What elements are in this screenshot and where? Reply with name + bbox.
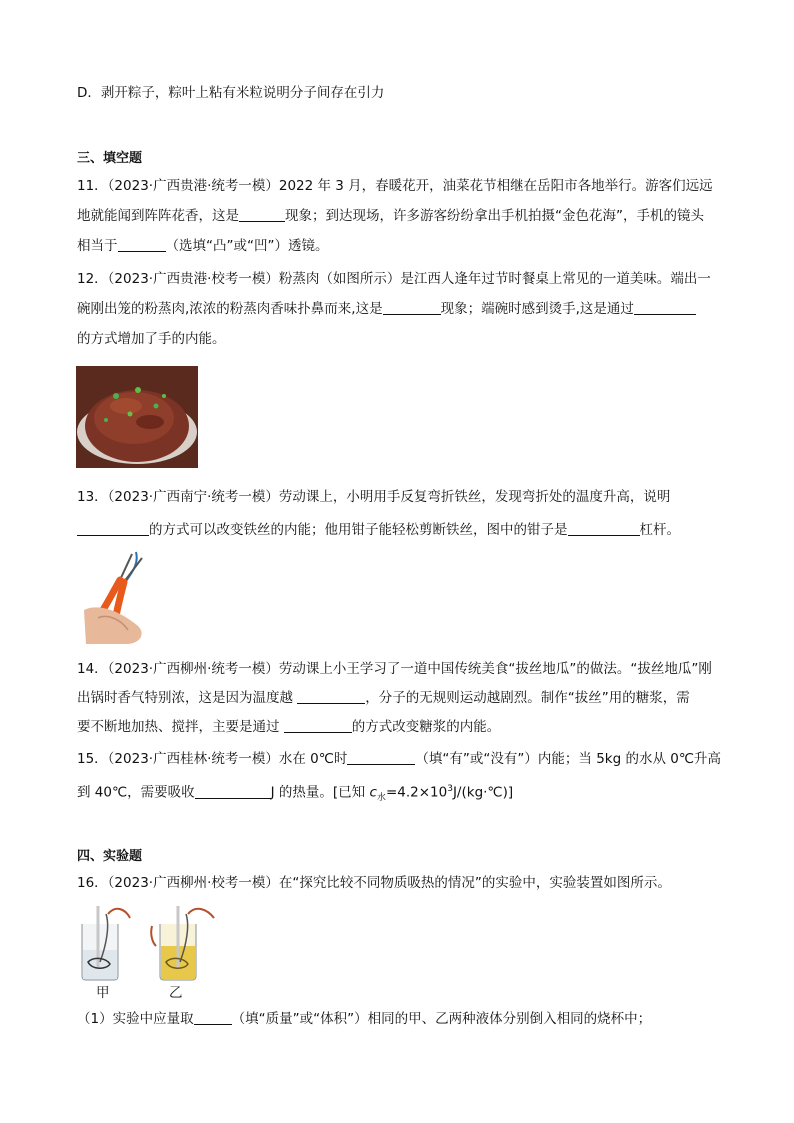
q13-text: 的方式可以改变铁丝的内能；他用钳子能轻松剪断铁丝，图中的钳子是 [149, 522, 568, 538]
q14-text: 出锅时香气特别浓，这是因为温度越 [77, 690, 293, 706]
section-title-fill-in: 三、填空题 [77, 151, 143, 166]
q11-text: （选填“凸”或“凹”）透镜。 [165, 238, 329, 254]
q14-line-1: 14．（2023·广西柳州·统考一模）劳动课上小王学习了一道中国传统美食“拔丝地瓜”的做法。“拔丝地瓜”刚 [77, 661, 712, 677]
q14-line-3 [77, 718, 500, 736]
steamed-pork-image [76, 366, 198, 468]
q16-text: （1）实验中应量取 [77, 1011, 194, 1027]
beaker-label-a: 甲 [96, 985, 110, 1001]
q12-text: 碗刚出笼的粉蒸肉,浓浓的粉蒸肉香味扑鼻而来,这是 [77, 301, 383, 317]
specific-heat-value: =4.2×10 [385, 784, 448, 801]
q14-text: ，分子的无规则运动越剧烈。制作“拔丝”用的糖浆，需 [365, 690, 690, 706]
q12-line-2 [77, 300, 696, 318]
q16-text: （填“质量”或“体积”）相同的甲、乙两种液体分别倒入相同的烧杯中； [231, 1011, 652, 1027]
pliers-image [76, 548, 156, 644]
q11-line-1: 11．（2023·广西贵港·统考一模）2022 年 3 月，春暖花开，油菜花节相继在岳阳市各地举行。游客们远远 [77, 178, 713, 194]
q12-text: 现象；端碗时感到烫手,这是通过 [440, 301, 634, 317]
q15-line-1 [77, 750, 721, 768]
q14-blank-1[interactable] [297, 689, 365, 704]
q15-text: J 的热量。[已知 [270, 784, 366, 801]
q14-text: 要不断地加热、搅拌，主要是通过 [77, 719, 280, 735]
q15-line-2 [77, 780, 513, 807]
specific-heat-symbol: c [369, 784, 377, 801]
q13-line-2 [77, 521, 680, 539]
q13-blank-2[interactable] [568, 521, 640, 536]
q15-blank-2[interactable] [195, 784, 271, 799]
q15-text: （填“有”或“没有”）内能；当 5kg 的水从 0℃升高 [415, 751, 721, 767]
q10-option-d: D．剥开粽子，粽叶上粘有米粒说明分子间存在引力 [77, 85, 385, 101]
q13-blank-1[interactable] [77, 521, 149, 536]
q15-text: 到 40℃，需要吸收 [77, 784, 195, 801]
q16-blank-1[interactable] [194, 1010, 232, 1025]
q11-text: 相当于 [77, 238, 118, 254]
q11-blank-2[interactable] [118, 237, 166, 252]
q16-line-1: 16．（2023·广西柳州·校考一模）在“探究比较不同物质吸热的情况”的实验中，实验装置如图所示。 [77, 875, 671, 891]
q12-line-3: 的方式增加了手的内能。 [77, 331, 226, 347]
q11-text: 现象；到达现场，许多游客纷纷拿出手机拍摄“金色花海”，手机的镜头 [285, 208, 704, 224]
specific-heat-unit: J/(kg·℃)] [452, 784, 514, 801]
q12-line-1: 12．（2023·广西贵港·校考一模）粉蒸肉（如图所示）是江西人逢年过节时餐桌上常见的一道美味。端出一 [77, 271, 711, 287]
q13-line-1: 13．（2023·广西南宁·统考一模）劳动课上，小明用手反复弯折铁丝，发现弯折处的温度升高，说明 [77, 489, 671, 505]
q11-line-2 [77, 207, 704, 225]
beaker-label-b: 乙 [169, 985, 183, 1001]
specific-heat-subscript: 水 [376, 793, 386, 804]
q11-text: 地就能闻到阵阵花香，这是 [77, 208, 239, 224]
q12-blank-2[interactable] [634, 300, 696, 315]
q11-blank-1[interactable] [239, 207, 285, 222]
beakers-experiment-image [76, 906, 246, 982]
q15-text: 15．（2023·广西桂林·统考一模）水在 0℃时 [77, 751, 348, 767]
specific-heat-exponent: 3 [447, 784, 453, 794]
q14-text: 的方式改变糖浆的内能。 [351, 719, 501, 735]
q14-blank-2[interactable] [284, 718, 352, 733]
q12-blank-1[interactable] [383, 300, 441, 315]
q16-part-1 [77, 1010, 651, 1028]
section-title-experiment: 四、实验题 [77, 849, 143, 864]
q13-text: 杠杆。 [639, 522, 680, 538]
q14-line-2 [77, 689, 690, 707]
q11-line-3 [77, 237, 328, 255]
q15-blank-1[interactable] [347, 750, 415, 765]
